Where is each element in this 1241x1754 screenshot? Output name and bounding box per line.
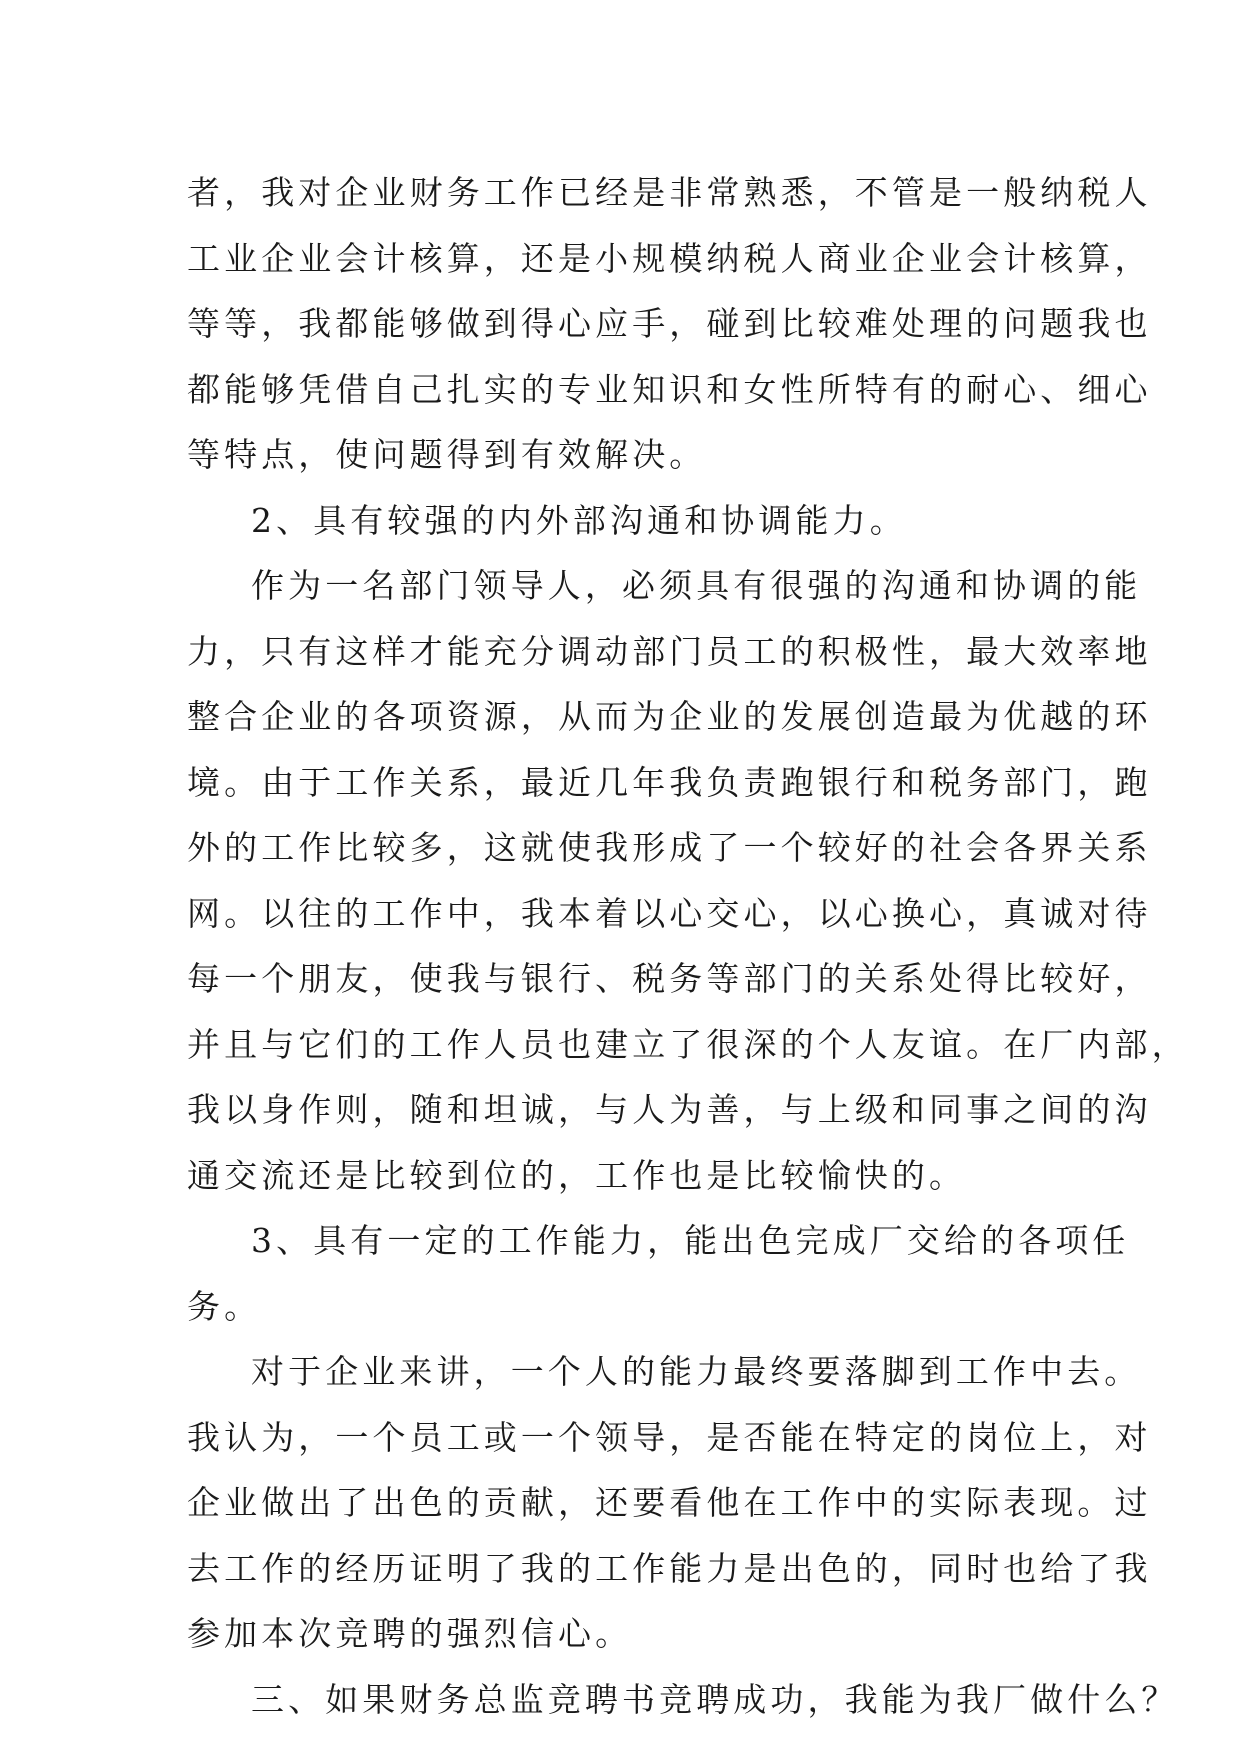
text-line: 等特点，使问题得到有效解决。 xyxy=(187,435,707,474)
text-line: 等等，我都能够做到得心应手，碰到比较难处理的问题我也 xyxy=(187,304,1152,343)
body-text xyxy=(187,160,1189,1732)
text-line: 对于企业来讲，一个人的能力最终要落脚到工作中去。 xyxy=(251,1352,1142,1391)
text-line: 整合企业的各项资源，从而为企业的发展创造最为优越的环 xyxy=(187,697,1152,736)
section-heading: 三、如果财务总监竞聘书竞聘成功，我能为我厂做什么？ xyxy=(251,1679,1179,1719)
section-heading: 2、具有较强的内外部沟通和协调能力。 xyxy=(251,500,907,540)
text-line: 力，只有这样才能充分调动部门员工的积极性，最大效率地 xyxy=(187,631,1152,671)
text-line: 通交流还是比较到位的，工作也是比较愉快的。 xyxy=(187,1155,967,1195)
text-line: 并且与它们的工作人员也建立了很深的个人友谊。在厂内部， xyxy=(187,1024,1189,1064)
text-line: 者，我对企业财务工作已经是非常熟悉，不管是一般纳税人 xyxy=(187,173,1152,212)
text-line: 每一个朋友，使我与银行、税务等部门的关系处得比较好， xyxy=(187,959,1152,998)
text-line: 作为一名部门领导人，必须具有很强的沟通和协调的能 xyxy=(251,566,1142,605)
text-line: 境。由于工作关系，最近几年我负责跑银行和税务部门，跑 xyxy=(187,762,1152,802)
text-line: 工业企业会计核算，还是小规模纳税人商业企业会计核算， xyxy=(187,238,1152,278)
text-line: 网。以往的工作中，我本着以心交心，以心换心，真诚对待 xyxy=(187,893,1152,933)
section-heading: 3、具有一定的工作能力，能出色完成厂交给的各项任 xyxy=(251,1221,1130,1260)
text-line: 我以身作则，随和坦诚，与人为善，与上级和同事之间的沟 xyxy=(187,1090,1152,1129)
text-line: 企业做出了出色的贡献，还要看他在工作中的实际表现。过 xyxy=(187,1483,1152,1522)
text-line: 去工作的经历证明了我的工作能力是出色的，同时也给了我 xyxy=(187,1548,1152,1588)
text-line: 都能够凭借自己扎实的专业知识和女性所特有的耐心、细心 xyxy=(187,369,1152,409)
text-line: 我认为，一个员工或一个领导，是否能在特定的岗位上，对 xyxy=(187,1417,1152,1457)
text-line: 务。 xyxy=(187,1286,262,1326)
text-line: 参加本次竞聘的强烈信心。 xyxy=(187,1614,633,1653)
text-line: 外的工作比较多，这就使我形成了一个较好的社会各界关系 xyxy=(187,828,1152,867)
